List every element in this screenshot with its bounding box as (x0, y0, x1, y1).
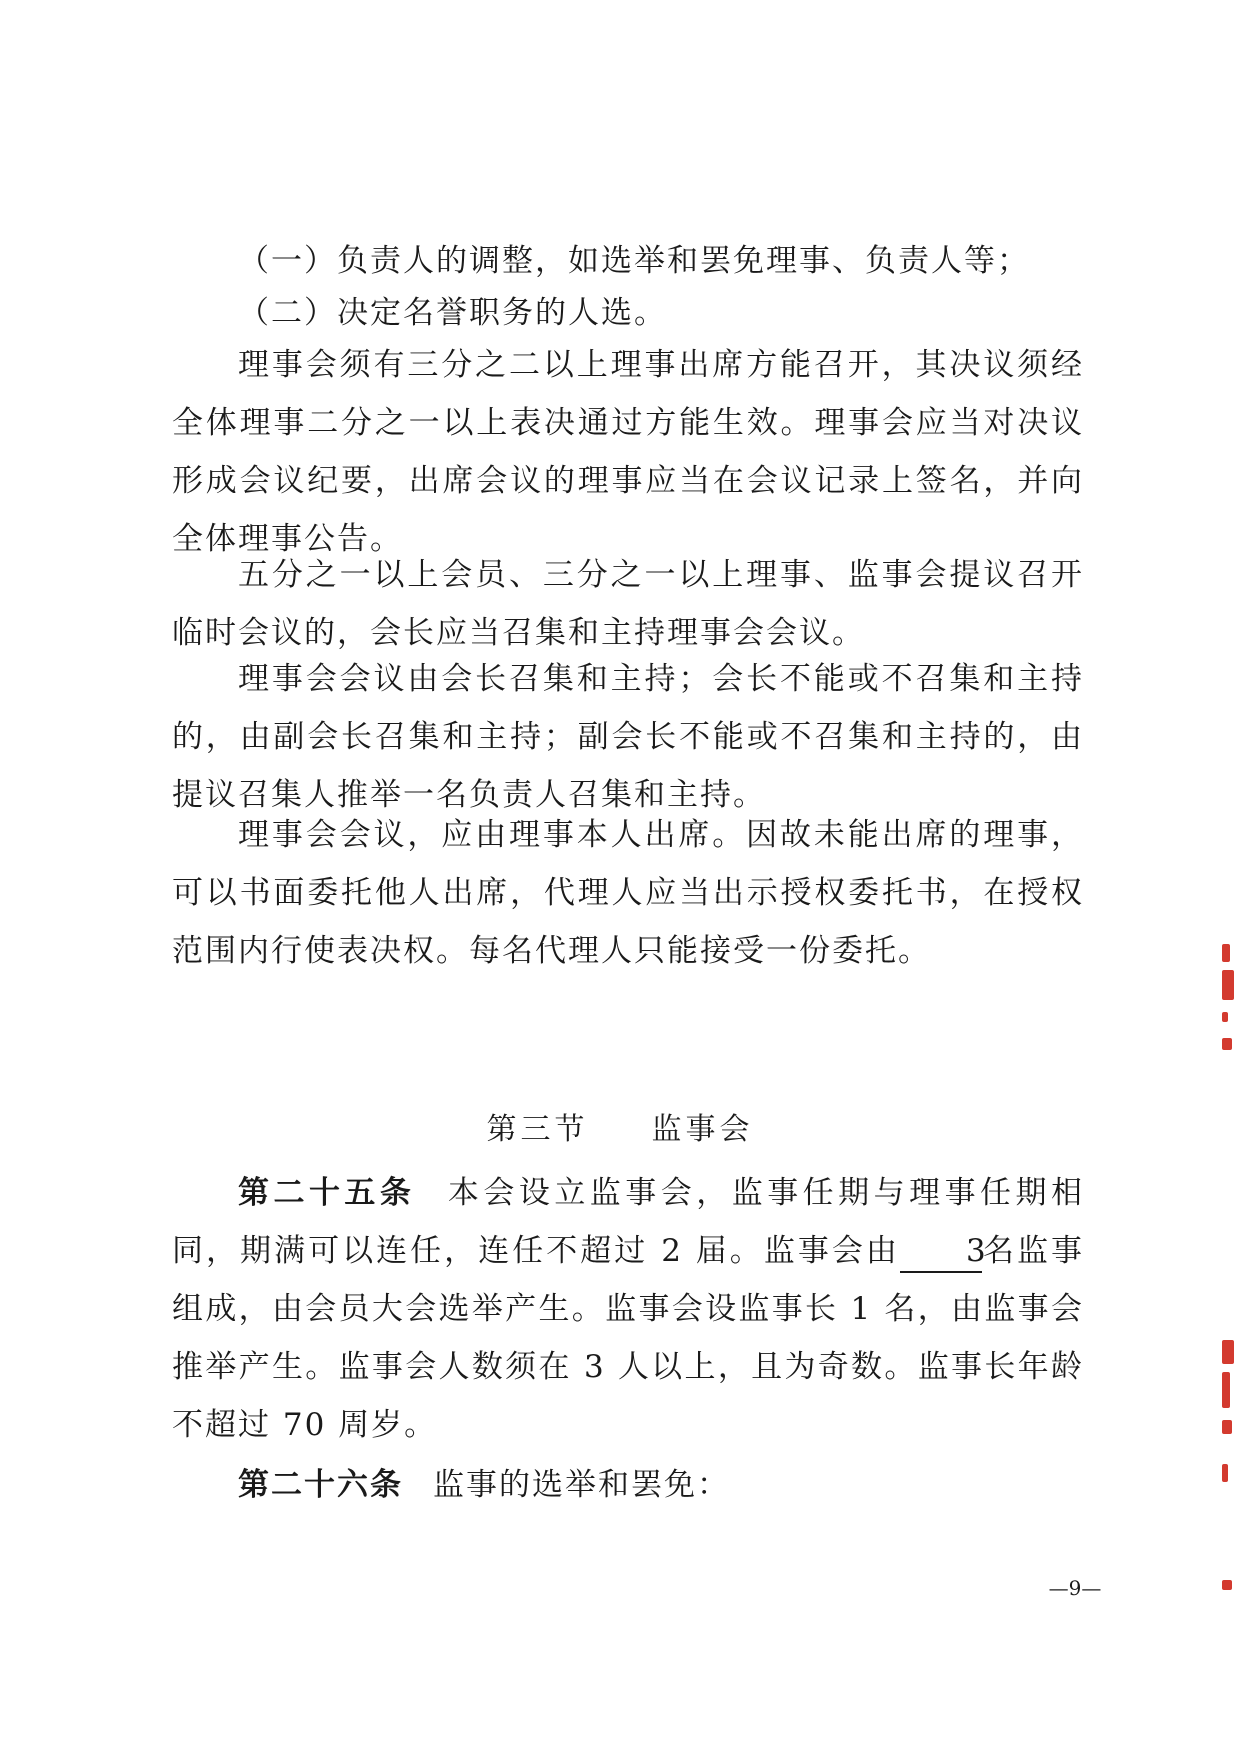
list-item-2: （二）决定名誉职务的人选。 (238, 295, 667, 331)
paragraph-interim-meeting: 五分之一以上会员、三分之一以上理事、监事会提议召开临时会议的，会长应当召集和主持理事会会议。 (172, 557, 1084, 651)
article-25-text-before: 本会设立监事会，监事任期与理事任期相同，期满可以连任，连任不超过 2 届。监事会由 (172, 1175, 1085, 1269)
paragraph-quorum: 理事会须有三分之二以上理事出席方能召开，其决议须经全体理事二分之一以上表决通过方能生效。理事会应当对决议形成会议纪要，出席会议的理事应当在会议记录上签名，并向全体理事公告。 (172, 347, 1084, 557)
section-title: 监事会 (651, 1112, 754, 1147)
article-25-heading: 第二十五条 (238, 1175, 416, 1211)
section-heading (0, 1110, 1240, 1150)
page-number: —9— (1048, 1576, 1102, 1600)
paragraph-attendance: 理事会会议，应由理事本人出席。因故未能出席的理事，可以书面委托他人出席，代理人应当出示授权委托书，在授权范围内行使表决权。每名代理人只能接受一份委托。 (172, 817, 1084, 969)
article-26-heading: 第二十六条 (238, 1467, 403, 1503)
list-item-1: （一）负责人的调整，如选举和罢免理事、负责人等； (238, 243, 1030, 279)
article-26 (172, 1456, 1084, 1514)
article-25 (172, 1164, 1084, 1454)
article-25-text-after: 名监事组成，由会员大会选举产生。监事会设监事长 1 名，由监事会推举产生。监事会人数须在 3 人以上，且为奇数。监事长年龄不超过 70 周岁。 (172, 1233, 1085, 1443)
paragraph-meeting-chair: 理事会会议由会长召集和主持；会长不能或不召集和主持的，由副会长召集和主持；副会长不能或不召集和主持的，由提议召集人推举一名负责人召集和主持。 (172, 661, 1084, 813)
article-26-text: 监事的选举和罢免： (433, 1467, 730, 1503)
supervisor-count-blank: 3 (900, 1231, 982, 1273)
section-number: 第三节 (486, 1112, 589, 1147)
